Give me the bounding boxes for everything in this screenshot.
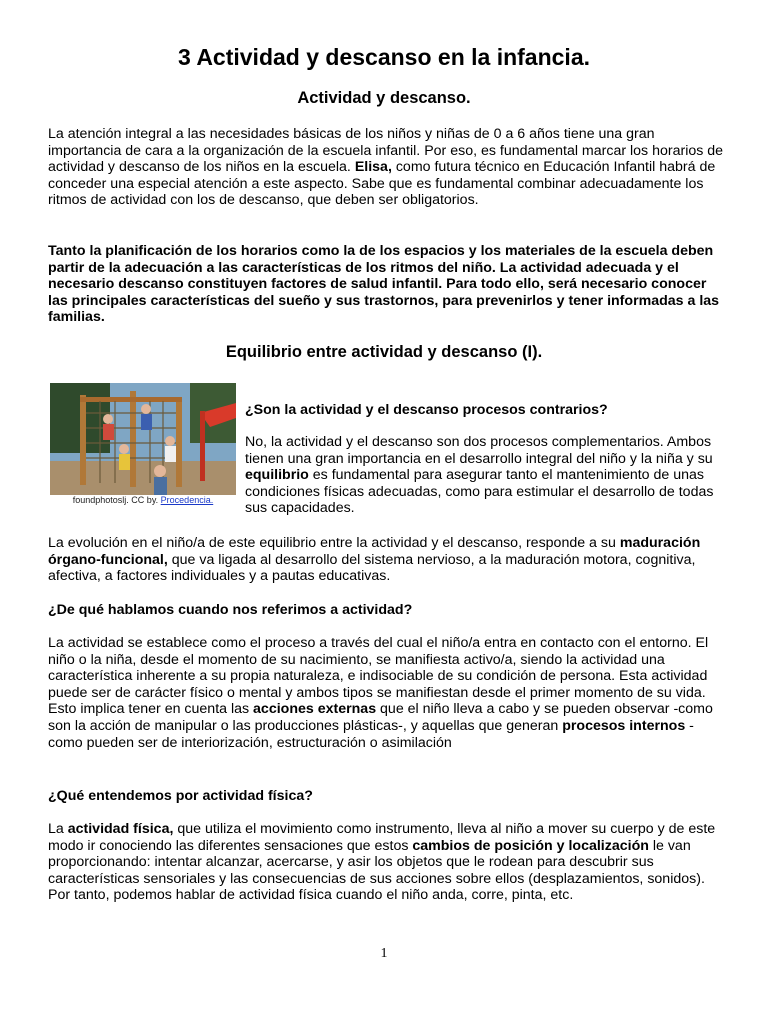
intro-paragraph: La atención integral a las necesidades básicas de los niños y niñas de 0 a 6 años tiene una gran importancia de cara a la organización de la escuela infantil. Por eso, es fundamental marcar los horarios de actividad y descanso de los niños en la escuela. Elisa, como futura técnico en Educación Infantil habrá de conceder una especial atención a este aspecto. Sabe que es fundamental combinar adecuadamente los ritmos de actividad con los de descanso, que deben ser obligatorios. xyxy=(48,126,724,209)
section-heading-actividad-descanso: Actividad y descanso. xyxy=(297,89,471,107)
page-number: 1 xyxy=(380,946,388,961)
planning-paragraph: Tanto la planificación de los horarios como la de los espacios y los materiales de la escuela deben partir de la adecuación a las características de los ritmos del niño. La actividad adecuada y el necesario descanso constituyen factores de salud infantil. Para todo ello, será necesario conocer las principales características del sueño y sus trastornos, para prevenirlos y tener informadas a las familias. xyxy=(48,243,720,326)
term-actividad-fisica: actividad física, xyxy=(67,821,174,837)
question-physical-activity: ¿Qué entendemos por actividad física? xyxy=(48,788,313,804)
source-link[interactable]: Procedencia. xyxy=(160,495,214,505)
physical-activity-paragraph: La actividad física, que utiliza el movimiento como instrumento, lleva al niño a mover su cuerpo y de este modo ir conociendo las diferentes sensaciones que estos cambios de posición y localización le van proporcionando: intentar alcanzar, acercarse, y asir los objetos que le rodean para descubrir sus características sensoriales y las consecuencias de sus acciones sobre ellos (desplazamientos, sonidos). Por tanto, podemos hablar de actividad física cuando el niño anda, corre, pinta, etc. xyxy=(48,821,716,904)
term-equilibrio: equilibrio xyxy=(245,467,309,484)
term-procesos-internos: procesos internos xyxy=(562,717,686,734)
term-cambios-posicion: cambios de posición y localización xyxy=(412,837,649,854)
question-activity: ¿De qué hablamos cuando nos referimos a actividad? xyxy=(48,602,413,618)
section-heading-equilibrio: Equilibrio entre actividad y descanso (I). xyxy=(225,343,543,361)
name-elisa: Elisa, xyxy=(354,159,392,176)
image-caption: foundphotoslj. CC by. Procedencia. xyxy=(72,495,214,505)
answer-complementary-paragraph: No, la actividad y el descanso son dos procesos complementarios. Ambos tienen una gran importancia en el desarrollo integral del niño y la niña y su equilibrio es fundamental para asegurar tanto el mantenimiento de unas condiciones físicas adecuadas, como para estimular el desarrollo de todas sus capacidades. xyxy=(245,434,714,517)
evolution-paragraph: La evolución en el niño/a de este equilibrio entre la actividad y el descanso, responde a su maduración órgano-funcional, que va ligada al desarrollo del sistema nervioso, a la maduración motora, cognitiva, afectiva, a factores individuales y a pautas educativas. xyxy=(48,535,701,585)
question-contrary-processes: ¿Son la actividad y el descanso procesos contrarios? xyxy=(245,402,608,418)
activity-paragraph: La actividad se establece como el proceso a través del cual el niño/a entra en contacto con el entorno. El niño o la niña, desde el momento de su nacimiento, se manifiesta activo/a, siendo la actividad una característica inherente a su propia naturaleza, e indisociable de su condición de persona. Esta actividad puede ser de carácter físico o mental y ambos tipos se manifiestan desde el primer momento de su vida. Esto implica tener en cuenta las acciones externas que el niño lleva a cabo y se pueden observar -como son la acción de manipular o las producciones plásticas-, y aquellas que generan procesos internos -como pueden ser de interiorización, estructuración o asimilación xyxy=(48,635,713,751)
term-maduracion: maduración órgano-funcional, xyxy=(48,535,701,568)
children-playground-photo xyxy=(50,383,236,495)
page-title: 3 Actividad y descanso en la infancia. xyxy=(177,44,591,70)
term-acciones-externas: acciones externas xyxy=(253,701,377,718)
